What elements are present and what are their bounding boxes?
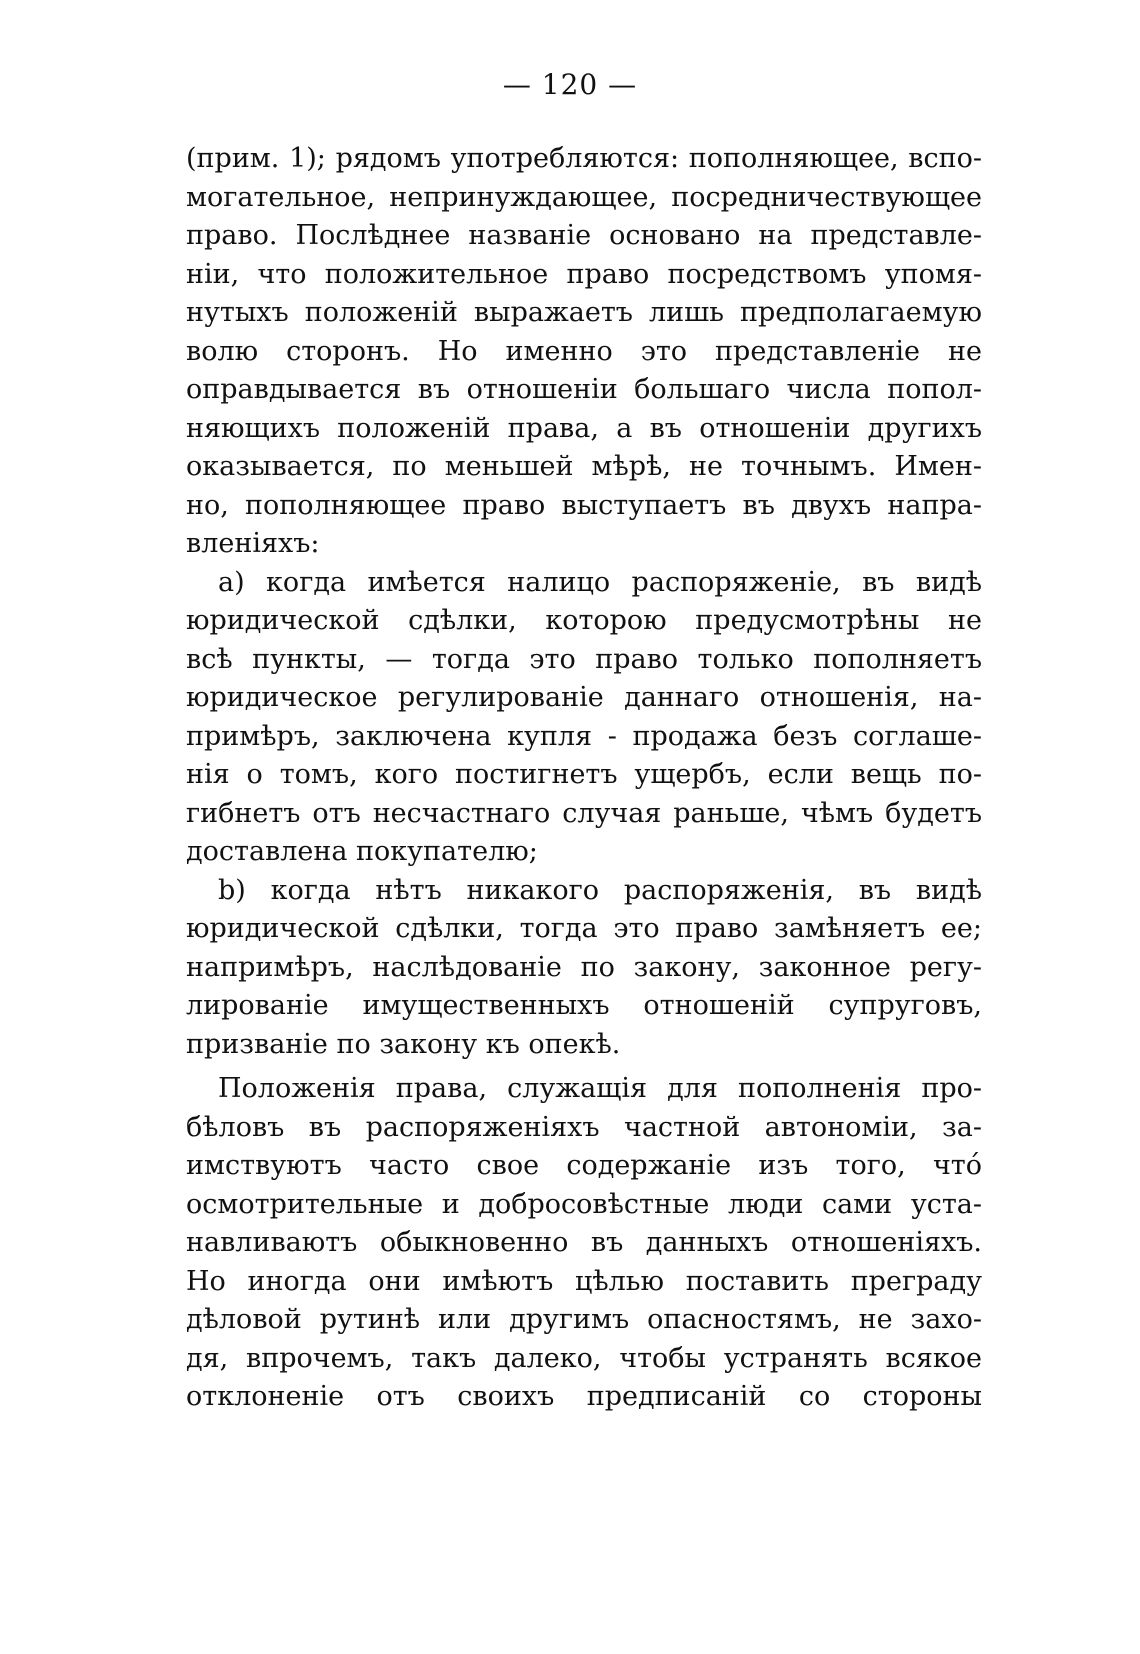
text-line: юридической сдѣлки, тогда это право замѣняетъ ее; xyxy=(186,913,982,944)
text-line: нія о томъ, кого постигнетъ ущербъ, если вещь по- xyxy=(186,759,982,790)
text-line: навливаютъ обыкновенно въ данныхъ отношеніяхъ. xyxy=(186,1227,982,1258)
text-line: (прим. 1); рядомъ употребляются: пополняющее, вспо- xyxy=(186,143,982,174)
text-line: Положенія права, служащія для пополненія про- xyxy=(218,1073,982,1104)
text-line: но, пополняющее право выступаетъ въ двухъ напра- xyxy=(186,489,982,521)
text-line: призваніе по закону къ опекѣ. xyxy=(186,1028,621,1060)
text-line: могательное, непринуждающее, посредничествующее xyxy=(186,181,982,213)
text-line: оказывается, по меньшей мѣрѣ, не точнымъ. Имен- xyxy=(186,451,982,482)
text-line: юридическое регулированіе даннаго отношенія, на- xyxy=(186,682,982,713)
text-line: a) когда имѣется налицо распоряженіе, въ видѣ xyxy=(218,566,982,598)
text-line: имствуютъ часто свое содержаніе изъ того, что́ xyxy=(186,1150,982,1181)
paragraph xyxy=(186,872,982,1065)
text-line: примѣръ, заключена купля - продажа безъ соглаше- xyxy=(186,720,982,752)
text-line: бѣловъ въ распоряженіяхъ частной автономіи, за- xyxy=(186,1111,982,1143)
text-line: напримѣръ, наслѣдованіе по закону, законное регу- xyxy=(186,951,982,983)
text-line: доставлена покупателю; xyxy=(186,836,538,867)
text-line: волю сторонъ. Но именно это представленіе не xyxy=(186,335,982,367)
text-line: оправдывается въ отношеніи большаго числа попол- xyxy=(186,374,982,405)
text-line: право. Послѣднее названіе основано на представле- xyxy=(186,220,982,251)
text-line: всѣ пункты, — тогда это право только пополняетъ xyxy=(186,643,982,675)
text-line: отклоненіе отъ своихъ предписаній со стороны xyxy=(186,1381,982,1412)
page-number: — 120 — xyxy=(502,68,638,101)
text-line: гибнетъ отъ несчастнаго случая раньше, чѣмъ будетъ xyxy=(186,797,982,829)
paragraph xyxy=(186,140,982,564)
text-line: няющихъ положеній права, а въ отношеніи другихъ xyxy=(186,412,982,444)
text-line: нутыхъ положеній выражаетъ лишь предполагаемую xyxy=(186,297,982,328)
text-line: Но иногда они имѣютъ цѣлью поставить преграду xyxy=(186,1265,982,1297)
text-line: дѣловой рутинѣ или другимъ опасностямъ, не захо- xyxy=(186,1304,982,1335)
text-line: b) когда нѣтъ никакого распоряженія, въ видѣ xyxy=(218,874,982,906)
text-line: осмотрительные и добросовѣстные люди сами уста- xyxy=(186,1188,982,1220)
text-line: лированіе имущественныхъ отношеній супруговъ, xyxy=(186,990,982,1021)
paragraph xyxy=(186,564,982,872)
paragraph xyxy=(186,1070,982,1417)
text-line: ніи, что положительное право посредствомъ упомя- xyxy=(186,258,982,290)
text-line: дя, впрочемъ, такъ далеко, чтобы устранять всякое xyxy=(186,1342,982,1374)
page-body-text xyxy=(186,140,982,1417)
text-line: юридической сдѣлки, которою предусмотрѣны не xyxy=(186,605,982,636)
text-line: вленіяхъ: xyxy=(186,528,320,559)
